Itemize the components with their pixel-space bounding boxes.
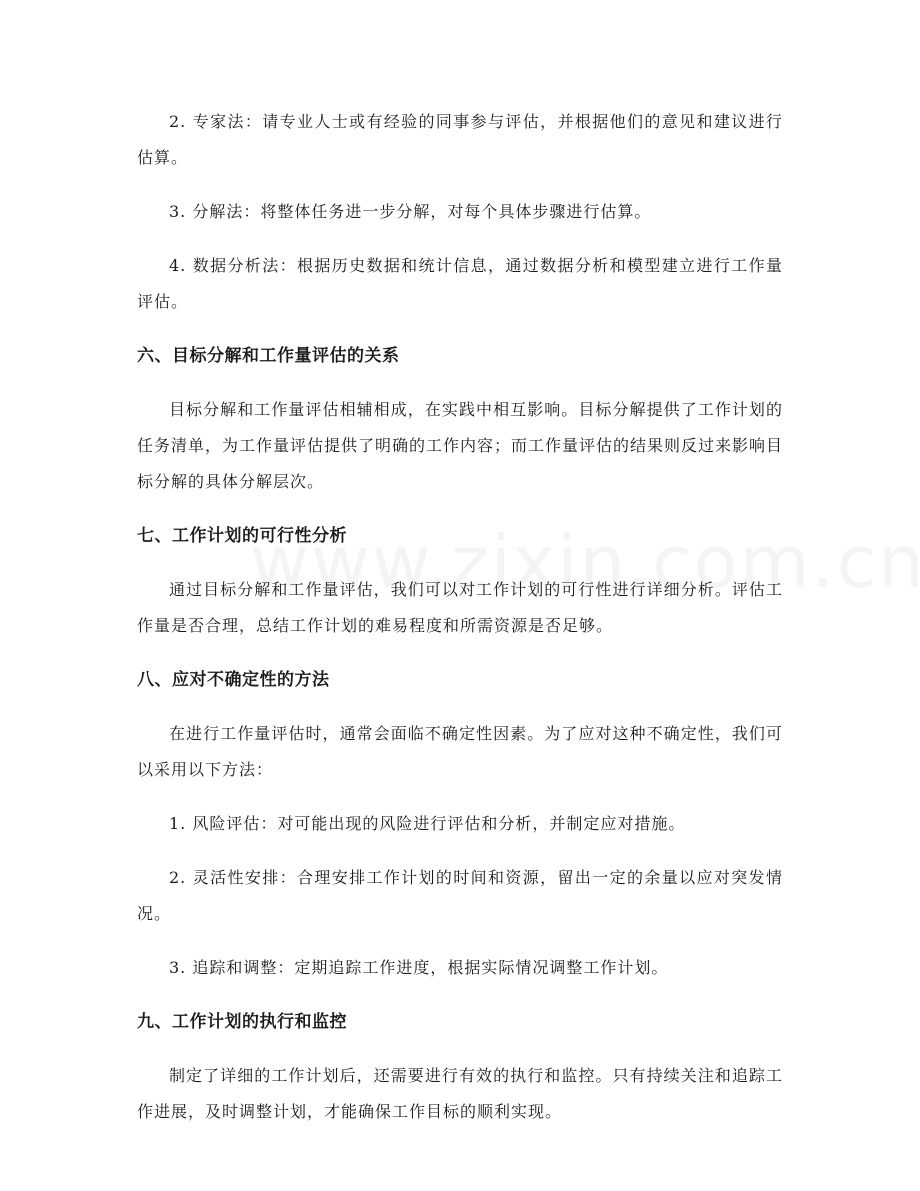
section-heading-9: 九、工作计划的执行和监控	[137, 1012, 347, 1032]
list-item-flexible-arrangement: 2. 灵活性安排：合理安排工作计划的时间和资源，留出一定的余量以应对突发情况。	[137, 868, 783, 923]
section-8-paragraph: 在进行工作量评估时，通常会面临不确定性因素。为了应对这种不确定性，我们可以采用以下方法：	[137, 724, 783, 779]
list-item-risk-assessment: 1. 风险评估：对可能出现的风险进行评估和分析，并制定应对措施。	[169, 814, 686, 833]
section-heading-7: 七、工作计划的可行性分析	[137, 526, 347, 546]
list-item-tracking-adjustment: 3. 追踪和调整：定期追踪工作进度，根据实际情况调整工作计划。	[169, 958, 669, 977]
section-heading-8: 八、应对不确定性的方法	[137, 670, 330, 690]
section-9-paragraph: 制定了详细的工作计划后，还需要进行有效的执行和监控。只有持续关注和追踪工作进展，及时调整计划，才能确保工作目标的顺利实现。	[137, 1066, 783, 1121]
document-body	[137, 104, 783, 1148]
section-6-paragraph: 目标分解和工作量评估相辅相成，在实践中相互影响。目标分解提供了工作计划的任务清单，为工作量评估提供了明确的工作内容；而工作量评估的结果则反过来影响目标分解的具体分解层次。	[137, 400, 784, 491]
list-item-expert-method: 2. 专家法：请专业人士或有经验的同事参与评估，并根据他们的意见和建议进行估算。	[137, 112, 783, 167]
list-item-decomposition-method: 3. 分解法：将整体任务进一步分解，对每个具体步骤进行估算。	[169, 202, 652, 221]
list-item-data-analysis-method: 4. 数据分析法：根据历史数据和统计信息，通过数据分析和模型建立进行工作量评估。	[137, 256, 783, 311]
section-heading-6: 六、目标分解和工作量评估的关系	[137, 346, 400, 366]
section-7-paragraph: 通过目标分解和工作量评估，我们可以对工作计划的可行性进行详细分析。评估工作量是否合理，总结工作计划的难易程度和所需资源是否足够。	[137, 580, 783, 635]
